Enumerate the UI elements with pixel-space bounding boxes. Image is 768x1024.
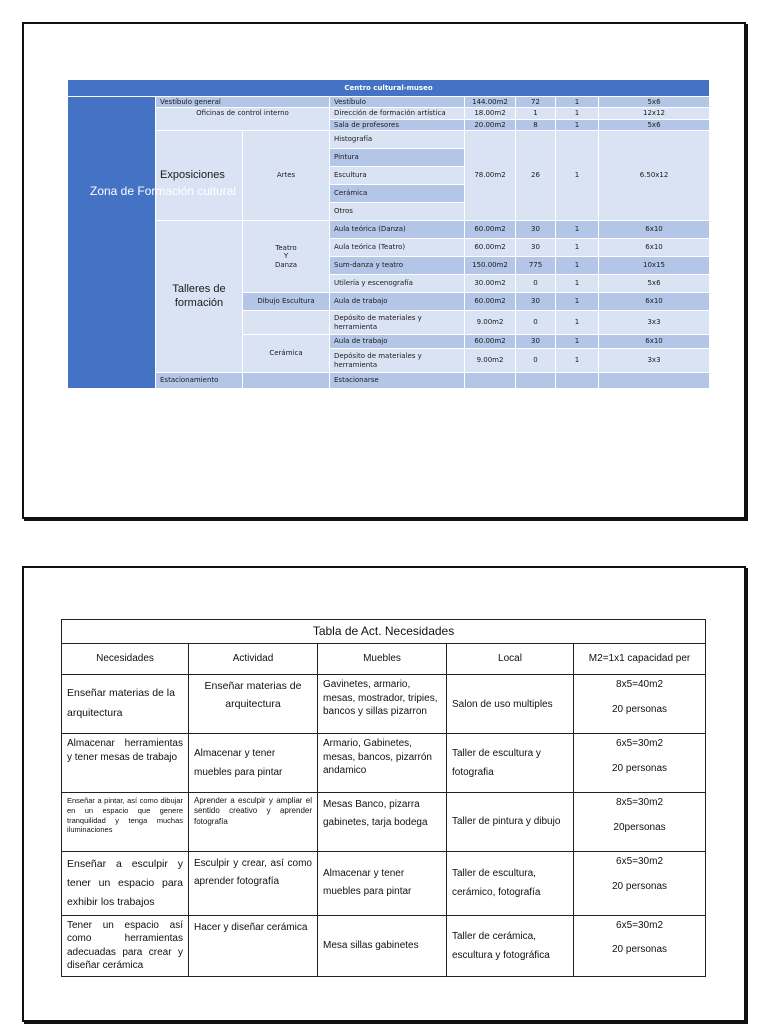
area-cell: 9.00m2 bbox=[465, 349, 516, 373]
area-cell: 60.00m2 bbox=[465, 293, 516, 311]
location-cell: Taller de escultura, cerámico, fotografía bbox=[447, 852, 574, 916]
space-cell: Aula de trabajo bbox=[330, 335, 465, 349]
column-header-m2: M2=1x1 capacidad per bbox=[574, 644, 706, 675]
capacity-cell: 30 bbox=[516, 335, 556, 349]
column-header-local: Local bbox=[447, 644, 574, 675]
count-cell: 1 bbox=[556, 239, 599, 257]
dimension-cell: 10x15 bbox=[599, 257, 710, 275]
capacity-cell: 30 bbox=[516, 221, 556, 239]
area-cell: 20.00m2 bbox=[465, 119, 516, 130]
needs-cell: Enseñar a pintar, así como dibujar en un espacio que genere tranquilidad y tenga muchas iluminaciones bbox=[62, 793, 189, 852]
table-row bbox=[62, 675, 706, 734]
space-cell: Aula teórica (Danza) bbox=[330, 221, 465, 239]
subarea-label: Teatro Y Danza bbox=[243, 221, 330, 293]
activity-cell: Aprender a esculpir y ampliar el sentido creativo y aprender fotografía bbox=[189, 793, 318, 852]
location-cell: Taller de pintura y dibujo bbox=[447, 793, 574, 852]
count-cell: 1 bbox=[556, 221, 599, 239]
space-cell: Depósito de materiales y herramienta bbox=[330, 311, 465, 335]
table-row bbox=[62, 852, 706, 916]
space-cell: Histografía bbox=[330, 131, 465, 149]
space-cell: Pintura bbox=[330, 149, 465, 167]
furniture-cell: Armario, Gabinetes, mesas, bancos, pizarrón andamico bbox=[318, 734, 447, 793]
area-value: 8x5=40m2 bbox=[616, 679, 664, 690]
area-cell: 30.00m2 bbox=[465, 275, 516, 293]
space-cell: Sum-danza y teatro bbox=[330, 257, 465, 275]
count-cell: 1 bbox=[556, 335, 599, 349]
document-frame-bottom bbox=[22, 566, 746, 1022]
needs-cell: Tener un espacio así como herramientas adecuadas para crear y diseñar cerámica bbox=[62, 915, 189, 976]
area-label: Estacionamiento bbox=[156, 373, 243, 389]
table-row bbox=[62, 915, 706, 976]
space-cell: Estacionarse bbox=[330, 373, 465, 389]
area-cell: 60.00m2 bbox=[465, 335, 516, 349]
capacity-cell: 0 bbox=[516, 275, 556, 293]
dimension-cell: 6x10 bbox=[599, 335, 710, 349]
dimension-cell: 5x6 bbox=[599, 97, 710, 108]
column-header-necesidades: Necesidades bbox=[62, 644, 189, 675]
area-cell: 144.00m2 bbox=[465, 97, 516, 108]
subarea-label: Cerámica bbox=[243, 335, 330, 373]
capacity-cell: 8 bbox=[516, 119, 556, 130]
dimension-cell: 3x3 bbox=[599, 349, 710, 373]
capacity-cell: 0 bbox=[516, 311, 556, 335]
area-cell: 60.00m2 bbox=[465, 221, 516, 239]
area-cell: 60.00m2 bbox=[465, 239, 516, 257]
area-label: Talleres de formación bbox=[156, 221, 243, 373]
area-value: 8x5=30m2 bbox=[616, 797, 664, 808]
dimension-cell: 6x10 bbox=[599, 293, 710, 311]
people-value: 20 personas bbox=[612, 762, 668, 774]
space-cell: Utilería y escenografía bbox=[330, 275, 465, 293]
area-label: Exposiciones bbox=[156, 131, 243, 221]
column-header-muebles: Muebles bbox=[318, 644, 447, 675]
count-cell: 1 bbox=[556, 293, 599, 311]
furniture-cell: Gavinetes, armario, mesas, mostrador, tripies, bancos y sillas pizarron bbox=[318, 675, 447, 734]
people-value: 20personas bbox=[613, 821, 666, 833]
space-cell: Sala de profesores bbox=[330, 119, 465, 130]
people-value: 20 personas bbox=[612, 944, 668, 956]
capacity-cell: 775 bbox=[516, 257, 556, 275]
needs-activity-table bbox=[61, 619, 706, 977]
capacity-cell bbox=[574, 734, 706, 793]
column-header-actividad: Actividad bbox=[189, 644, 318, 675]
dimension-cell: 6x10 bbox=[599, 239, 710, 257]
activity-cell: Enseñar materias de arquitectura bbox=[189, 675, 318, 734]
area-value: 6x5=30m2 bbox=[616, 856, 664, 867]
location-cell: Taller de escultura y fotografia bbox=[447, 734, 574, 793]
activity-cell: Almacenar y tener muebles para pintar bbox=[189, 734, 318, 793]
capacity-cell bbox=[574, 915, 706, 976]
count-cell: 1 bbox=[556, 119, 599, 130]
activity-cell: Hacer y diseñar cerámica bbox=[189, 915, 318, 976]
capacity-cell: 72 bbox=[516, 97, 556, 108]
zone-cell bbox=[68, 97, 156, 389]
area-cell: 78.00m2 bbox=[465, 131, 516, 221]
dimension-cell: 6.50x12 bbox=[599, 131, 710, 221]
zone-label: Zona de Formación cultural bbox=[90, 184, 237, 198]
dimension-cell: 5x6 bbox=[599, 119, 710, 130]
dimension-cell: 12x12 bbox=[599, 108, 710, 119]
space-cell: Otros bbox=[330, 203, 465, 221]
furniture-cell: Mesas Banco, pizarra gabinetes, tarja bodega bbox=[318, 793, 447, 852]
count-cell: 1 bbox=[556, 311, 599, 335]
cultural-center-table bbox=[67, 79, 710, 389]
dimension-cell: 6x10 bbox=[599, 221, 710, 239]
count-cell: 1 bbox=[556, 349, 599, 373]
capacity-cell bbox=[574, 675, 706, 734]
table-title: Centro cultural-museo bbox=[68, 80, 710, 97]
count-cell: 1 bbox=[556, 275, 599, 293]
subarea-label: Artes bbox=[243, 131, 330, 221]
space-cell: Vestíbulo bbox=[330, 97, 465, 108]
people-value: 20 personas bbox=[612, 880, 668, 892]
subarea-label: Dibujo Escultura bbox=[243, 293, 330, 311]
location-cell: Taller de cerámica, escultura y fotográfica bbox=[447, 915, 574, 976]
needs-cell: Almacenar herramientas y tener mesas de trabajo bbox=[62, 734, 189, 793]
capacity-cell: 26 bbox=[516, 131, 556, 221]
space-cell: Aula de trabajo bbox=[330, 293, 465, 311]
capacity-cell: 30 bbox=[516, 239, 556, 257]
capacity-cell: 1 bbox=[516, 108, 556, 119]
needs-cell: Enseñar materias de la arquitectura bbox=[62, 675, 189, 734]
count-cell: 1 bbox=[556, 97, 599, 108]
capacity-cell bbox=[574, 793, 706, 852]
space-cell: Dirección de formación artística bbox=[330, 108, 465, 119]
table-row bbox=[62, 734, 706, 793]
needs-cell: Enseñar a esculpir y tener un espacio para exhibir los trabajos bbox=[62, 852, 189, 916]
capacity-cell bbox=[574, 852, 706, 916]
dimension-cell: 3x3 bbox=[599, 311, 710, 335]
activity-cell: Esculpir y crear, así como aprender fotografía bbox=[189, 852, 318, 916]
table-title: Tabla de Act. Necesidades bbox=[62, 620, 706, 644]
area-cell: 18.00m2 bbox=[465, 108, 516, 119]
space-cell: Cerámica bbox=[330, 185, 465, 203]
space-cell: Escultura bbox=[330, 167, 465, 185]
count-cell: 1 bbox=[556, 257, 599, 275]
table-row bbox=[62, 793, 706, 852]
furniture-cell: Mesa sillas gabinetes bbox=[318, 915, 447, 976]
location-cell: Salon de uso multiples bbox=[447, 675, 574, 734]
area-label: Oficinas de control interno bbox=[156, 108, 330, 131]
space-cell: Depósito de materiales y herramienta bbox=[330, 349, 465, 373]
capacity-cell: 0 bbox=[516, 349, 556, 373]
capacity-cell: 30 bbox=[516, 293, 556, 311]
furniture-cell: Almacenar y tener muebles para pintar bbox=[318, 852, 447, 916]
count-cell: 1 bbox=[556, 131, 599, 221]
space-cell: Aula teórica (Teatro) bbox=[330, 239, 465, 257]
area-value: 6x5=30m2 bbox=[616, 738, 664, 749]
area-cell: 150.00m2 bbox=[465, 257, 516, 275]
area-cell: 9.00m2 bbox=[465, 311, 516, 335]
document-frame-top bbox=[22, 22, 746, 519]
area-label: Vestíbulo general bbox=[156, 97, 330, 108]
count-cell: 1 bbox=[556, 108, 599, 119]
area-value: 6x5=30m2 bbox=[616, 919, 664, 931]
dimension-cell: 5x6 bbox=[599, 275, 710, 293]
people-value: 20 personas bbox=[612, 703, 668, 715]
